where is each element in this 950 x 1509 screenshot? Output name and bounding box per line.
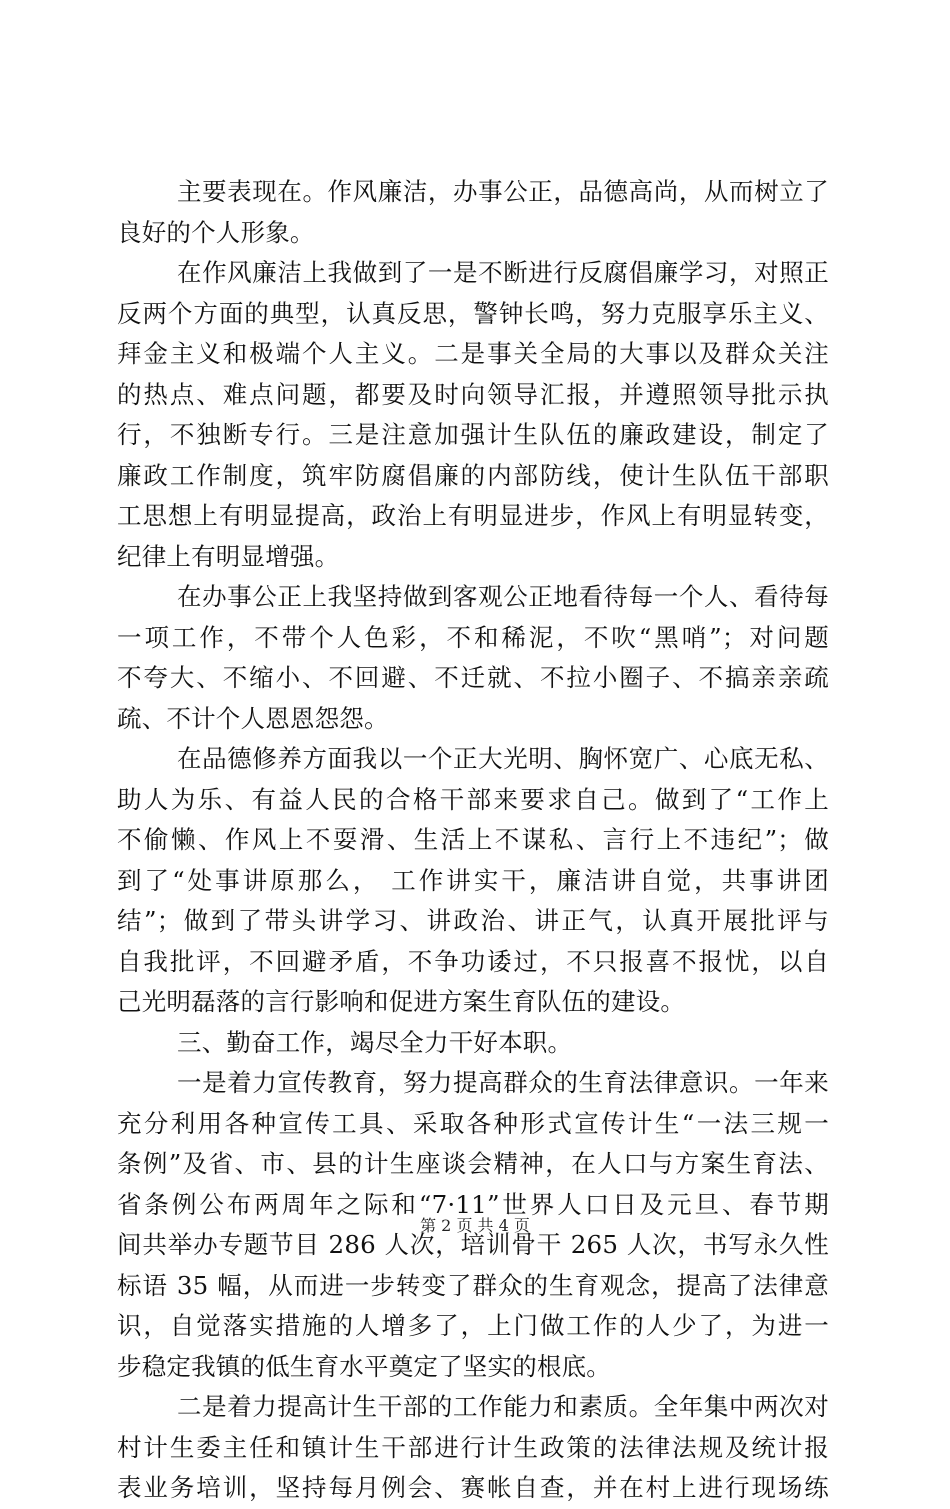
text-line: 在办事公正上我坚持做到客观公正地看待每一个人、看待每: [177, 582, 829, 611]
text-line: 不夸大、不缩小、不回避、不迁就、不拉小圈子、不搞亲亲疏: [117, 663, 829, 692]
text-line: 标语 35 幅，从而进一步转变了群众的生育观念，提高了法律意: [117, 1270, 829, 1300]
text-line: 条例”及省、市、县的计生座谈会精神，在人口与方案生育法、: [117, 1149, 829, 1178]
text-line: 省条例公布两周年之际和“7·11”世界人口日及元旦、春节期: [117, 1189, 829, 1219]
text-line: 一是着力宣传教育，努力提高群众的生育法律意识。一年来: [177, 1068, 829, 1097]
text-line: 行，不独断专行。三是注意加强计生队伍的廉政建设，制定了: [117, 420, 829, 449]
text-line: 自我批评，不回避矛盾，不争功诿过，不只报喜不报忧，以自: [117, 946, 829, 976]
text-line: 工思想上有明显提高，政治上有明显进步，作风上有明显转变，: [117, 501, 829, 530]
text-line: 间共举办专题节目 286 人次，培训骨干 265 人次，书写永久性: [117, 1230, 829, 1259]
text-line: 在品德修养方面我以一个正大光明、胸怀宽广、心底无私、: [177, 744, 829, 773]
text-line: 良好的个人形象。: [117, 217, 315, 247]
text-line: 到了“处事讲原那么， 工作讲实干，廉洁讲自觉，共事讲团: [117, 865, 829, 895]
text-line: 识，自觉落实措施的人增多了，上门做工作的人少了，为进一: [117, 1311, 829, 1340]
text-line: 结”；做到了带头讲学习、讲政治、讲正气，认真开展批评与: [117, 906, 829, 935]
text-line: 不偷懒、作风上不耍滑、生活上不谋私、言行上不违纪”；做: [117, 825, 829, 854]
text-line: 充分利用各种宣传工具、采取各种形式宣传计生“一法三规一: [117, 1108, 829, 1138]
text-line: 反两个方面的典型，认真反思，警钟长鸣，努力克服享乐主义、: [117, 298, 829, 328]
text-line: 己光明磊落的言行影响和促进方案生育队伍的建设。: [117, 987, 686, 1016]
text-line: 纪律上有明显增强。: [117, 541, 340, 571]
text-line: 拜金主义和极端个人主义。二是事关全局的大事以及群众关注: [117, 339, 829, 368]
text-line: 村计生委主任和镇计生干部进行计生政策的法律法规及统计报: [117, 1432, 829, 1462]
text-line: 主要表现在。作风廉洁，办事公正，品德高尚，从而树立了: [177, 177, 829, 206]
text-line: 的热点、难点问题，都要及时向领导汇报，并遵照领导批示执: [117, 379, 829, 409]
text-line: 表业务培训，坚持每月例会、赛帐自查，并在村上进行现场练: [117, 1473, 829, 1502]
document-body: [117, 172, 829, 1509]
text-line: 在作风廉洁上我做到了一是不断进行反腐倡廉学习，对照正: [177, 258, 829, 287]
page-footer: 第 2 页 共 4 页: [420, 1216, 530, 1235]
text-line: 三、勤奋工作，竭尽全力干好本职。: [177, 1027, 573, 1057]
text-line: 步稳定我镇的低生育水平奠定了坚实的根底。: [117, 1351, 611, 1381]
text-line: 廉政工作制度，筑牢防腐倡廉的内部防线，使计生队伍干部职: [117, 460, 829, 490]
text-line: 一项工作，不带个人色彩，不和稀泥，不吹“黑哨”；对问题: [117, 622, 829, 652]
text-line: 疏、不计个人恩恩怨怨。: [117, 703, 389, 733]
text-line: 助人为乐、有益人民的合格干部来要求自己。做到了“工作上: [117, 784, 829, 814]
text-line: 二是着力提高计生干部的工作能力和素质。全年集中两次对: [177, 1392, 829, 1421]
